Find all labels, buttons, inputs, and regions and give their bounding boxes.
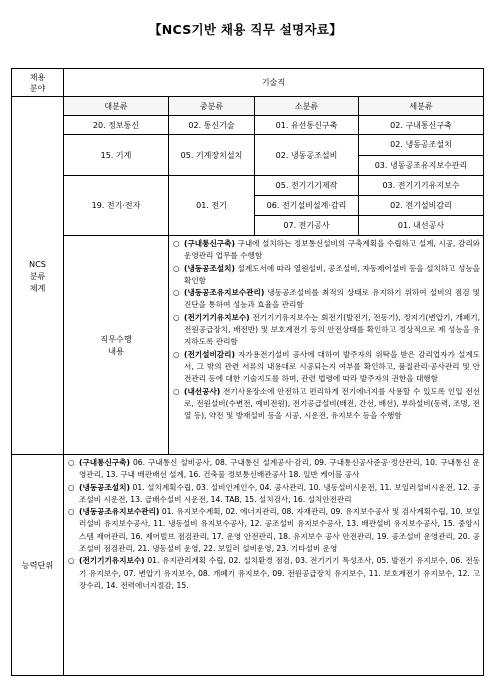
field-label-line2: 분야 bbox=[29, 83, 46, 93]
ncs-label: NCS 분류 체계 bbox=[12, 97, 64, 455]
ability-item: ○ (전기기기유지보수) 01. 유지관리계획 수립, 02. 설치환경 점검, 03. 전기기기 특성조사, 05. 발전기 유지보수, 06. 전동기 유지보수, 07. 변압기 유지보수, 08. 개폐기 유지보수, 09. 전원공급장치 유지보수, 11. 보호계전기 유지보수, 12. 고장수리, 14. 전력에너지절감, 15. bbox=[68, 556, 480, 590]
ncs-small-3b: 06. 전기설비설계·감리 bbox=[255, 196, 359, 216]
ncs-detail-3b: 02. 전기설비감리 bbox=[359, 196, 484, 216]
abilities-label: 능력단위 bbox=[12, 455, 64, 676]
ncs-major-1: 20. 정보통신 bbox=[64, 116, 169, 135]
ability-item: ○ (구내통신구축) 06. 구내통신 설비공사, 08. 구내통신 설계공사·감리, 09. 구내통신공사준공·정산관리, 10. 구내통신 운영관리, 13. 구내 배관배선 설계, 16. 건축물 정보통신배관공사 18. 일반 케이블 공사 bbox=[68, 458, 480, 480]
ncs-detail-2a: 02. 냉동공조설치 bbox=[359, 135, 484, 156]
ncs-small-2: 02. 냉동공조설비 bbox=[255, 135, 359, 176]
ability-item: ○ (냉동공조유지보수관리) 01. 유지보수계획, 02. 에너지관리, 08. 자재관리, 09. 유지보수공사 및 검사계획수립, 10. 보일러설비 유지보수공사, 11. 냉동설비 유지보수공사, 12. 공조설비 유지보수공사, 13. 배관설비 유지보수공사, 15. 중앙시스템 제어관리, 16. 제어빌브 점검관리, 17. 운영 안전관리, 18. 유지보수 공사 안전관리, 19. 공조설비 운영관리, 20. 공조설비 점검관리, 21. 냉동설비 운영, 22. 보일러 설비운영, 23. 기타설비 운영 bbox=[68, 507, 480, 554]
ncs-mid-1: 02. 통신기술 bbox=[169, 116, 255, 135]
ncs-major-2: 15. 기계 bbox=[64, 135, 169, 176]
duty-item: ○ (전기기기유지보수) 전기기기유지보수는 회전기(발전기, 전동기), 정지기(변압기, 개폐기, 전원공급장치, 배전반) 및 보호계전기 등의 안전상태를 확인하고 정상적으로 제 성능을 유지하도록 관리함 bbox=[173, 312, 480, 347]
field-label-cell bbox=[12, 69, 64, 97]
ncs-detail-3a: 03. 전기기기유지보수 bbox=[359, 176, 484, 196]
ncs-small-3c: 07. 전기공사 bbox=[255, 216, 359, 236]
duty-item: ○ (구내통신구축) 구내에 설치하는 정보통신설비의 구축계획을 수립하고 설계, 시공, 감리와 운영관리 업무를 수행함 bbox=[173, 239, 480, 261]
col-small: 소분류 bbox=[255, 97, 359, 116]
ncs-mid-3: 01. 전기 bbox=[169, 176, 255, 236]
duty-item: ○ (전기설비감리) 자가용전기설비 공사에 대하여 발주자의 위탁을 받은 감리업자가 설계도서, 그 밖의 관련 서류의 내용대로 시공되는지 여부를 확인하고, 품질관리·공사관리 및 안전관리 등에 대한 기술지도를 하며, 관련 법령에 따라 발주자의 권한을 대행함 bbox=[173, 349, 480, 384]
duty-item: ○ (냉동공조유지보수관리) 냉동공조설비를 최적의 상태로 유지하기 위하여 설비의 점검 및 진단을 통하여 성능과 효율을 관리함 bbox=[173, 288, 480, 310]
col-major: 대분류 bbox=[64, 97, 169, 116]
ncs-mid-2: 05. 기계장치설치 bbox=[169, 135, 255, 176]
col-mid: 중분류 bbox=[169, 97, 255, 116]
job-description-table bbox=[11, 68, 484, 676]
duty-item: ○ (내선공사) 전기사용장소에 안전하고 편리하게 전기에너지를 사용할 수 있도록 인입 전선로, 전원설비(수변전, 예비전원), 전기공급설비(배전, 간선, 배선), 부하설비(동력, 조명, 전열 등), 약전 및 방재설비 등을 시공, 시운전, 유지보수 등을 수행함 bbox=[173, 386, 480, 421]
ncs-small-1: 01. 유선통신구축 bbox=[255, 116, 359, 135]
duties-label: 직무수행 내용 bbox=[64, 236, 169, 455]
ncs-detail-2b: 03. 냉동공조유지보수관리 bbox=[359, 155, 484, 176]
field-value: 기술직 bbox=[64, 69, 484, 97]
duties-content bbox=[169, 236, 484, 455]
abilities-content bbox=[64, 455, 484, 676]
ncs-major-3: 19. 전기·전자 bbox=[64, 176, 169, 236]
ability-item: ○ (냉동공조설치) 01. 설치계획수립, 03. 설비인계인수, 04. 공사관리, 10. 냉동설비시운전, 11. 보일러설비시운전, 12. 공조설비 시운전, 13. 급배수설비 시운전, 14. TAB, 15. 설치검사, 16. 설치안전관리 bbox=[68, 482, 480, 504]
ncs-small-3a: 05. 전기기기제작 bbox=[255, 176, 359, 196]
field-label-line1: 채용 bbox=[29, 72, 46, 82]
duty-item: ○ (냉동공조설치) 설계도서에 따라 열원설비, 공조설비, 자동제어설비 등을 설치하고 성능을 확인함 bbox=[173, 263, 480, 285]
col-detail: 세분류 bbox=[359, 97, 484, 116]
document-title: 【NCS기반 채용 직무 설명자료】 bbox=[148, 22, 343, 37]
ncs-detail-1: 02. 구내통신구축 bbox=[359, 116, 484, 135]
ncs-detail-3c: 01. 내선공사 bbox=[359, 216, 484, 236]
